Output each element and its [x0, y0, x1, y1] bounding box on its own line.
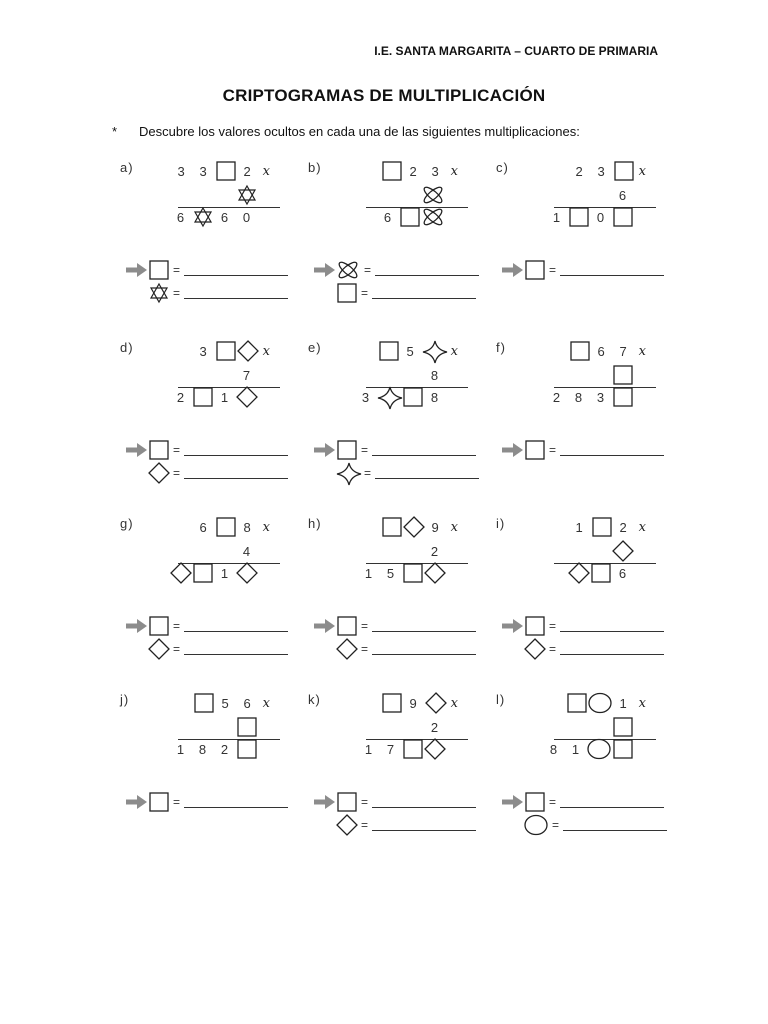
square-icon	[402, 386, 424, 408]
answer-row	[314, 258, 479, 281]
square-icon	[381, 516, 403, 538]
digit: 1	[176, 741, 186, 757]
arrow-icon	[314, 794, 336, 810]
problem-res-row	[568, 562, 646, 584]
problem-k	[308, 692, 498, 842]
times-sign: x	[450, 519, 458, 535]
digit: 5	[386, 565, 396, 581]
diamond-icon	[236, 386, 258, 408]
square-icon	[591, 516, 613, 538]
digit: 0	[242, 209, 252, 225]
digit: 1	[571, 741, 581, 757]
problem-top-row	[569, 516, 646, 538]
digit: 6	[618, 565, 628, 581]
answer-row	[126, 461, 288, 484]
square-icon	[148, 439, 170, 461]
answer-lines	[126, 614, 288, 660]
answer-blank[interactable]	[560, 642, 664, 655]
digit: 2	[552, 389, 562, 405]
problem-mid-row	[612, 364, 646, 386]
arrow-icon	[314, 618, 336, 634]
answer-blank[interactable]	[184, 263, 288, 276]
problem-res-row	[170, 206, 270, 228]
equals-sign: =	[549, 641, 557, 656]
answer-lines	[314, 438, 479, 484]
answer-row	[314, 637, 476, 660]
answer-blank[interactable]	[184, 795, 288, 808]
answer-row	[126, 637, 288, 660]
answer-blank[interactable]	[184, 286, 288, 299]
problem-mid-row	[612, 716, 646, 738]
digit: 2	[430, 719, 440, 735]
diamond-icon	[336, 814, 358, 836]
equals-sign: =	[364, 465, 372, 480]
times-sign: x	[638, 519, 646, 535]
problem-mid-row	[424, 716, 458, 738]
equals-sign: =	[361, 618, 369, 633]
arrow-icon	[314, 262, 336, 278]
square-icon	[215, 340, 237, 362]
answer-row	[502, 614, 664, 637]
digit: 3	[431, 163, 440, 179]
equals-sign: =	[549, 794, 557, 809]
diamond-icon	[170, 562, 192, 584]
equals-sign: =	[173, 465, 181, 480]
equals-sign: =	[361, 641, 369, 656]
arrow-icon	[126, 618, 148, 634]
star-of-david-icon	[192, 206, 214, 228]
problem-mid-row	[236, 364, 270, 386]
equals-sign: =	[173, 262, 181, 277]
answer-lines	[126, 258, 288, 304]
four-point-star-icon	[336, 462, 361, 484]
answer-blank[interactable]	[184, 443, 288, 456]
square-icon	[215, 516, 237, 538]
page-title: CRIPTOGRAMAS DE MULTIPLICACIÓN	[222, 86, 546, 105]
problem-top-row	[566, 692, 646, 714]
square-icon	[568, 206, 590, 228]
digit: 2	[409, 163, 418, 179]
digit: 3	[361, 389, 371, 405]
answer-blank[interactable]	[560, 619, 664, 632]
times-sign: x	[638, 695, 646, 711]
problem-top-row	[381, 160, 458, 182]
arrow-icon	[502, 442, 524, 458]
circle-icon	[587, 738, 612, 760]
answer-lines	[314, 258, 479, 304]
problem-top-row	[171, 160, 270, 182]
equals-sign: =	[361, 442, 369, 457]
square-icon	[148, 259, 170, 281]
problem-label: j)	[120, 692, 130, 707]
digit: 1	[552, 209, 562, 225]
problem-res-row	[358, 738, 458, 760]
answer-blank[interactable]	[560, 795, 664, 808]
diamond-icon	[148, 462, 170, 484]
answer-blank[interactable]	[375, 263, 479, 276]
times-sign: x	[262, 519, 270, 535]
digit: 1	[220, 389, 230, 405]
digit: 8	[430, 367, 440, 383]
digit: 2	[176, 389, 186, 405]
digit: 3	[199, 343, 208, 359]
diamond-icon	[148, 638, 170, 660]
answer-row	[126, 438, 288, 461]
arrow-icon	[126, 794, 148, 810]
square-icon	[569, 340, 591, 362]
flower-icon	[421, 184, 446, 206]
problem-res-row	[546, 386, 646, 408]
problem-j	[120, 692, 310, 842]
equals-sign: =	[361, 817, 369, 832]
problem-f	[496, 340, 686, 490]
problem-label: h)	[308, 516, 322, 531]
square-icon	[192, 386, 214, 408]
equals-sign: =	[549, 618, 557, 633]
answer-row	[126, 614, 288, 637]
arrow-icon	[502, 794, 524, 810]
problem-label: f)	[496, 340, 506, 355]
problem-top-row	[193, 692, 270, 714]
times-sign: x	[450, 695, 458, 711]
answer-lines	[502, 438, 664, 461]
problem-label: e)	[308, 340, 322, 355]
diamond-icon	[403, 516, 425, 538]
arrow-icon	[126, 442, 148, 458]
digit: 6	[618, 187, 628, 203]
problem-label: b)	[308, 160, 322, 175]
diamond-icon	[424, 738, 446, 760]
answer-blank[interactable]	[184, 642, 288, 655]
answer-lines	[502, 258, 664, 281]
answer-row	[126, 281, 288, 304]
square-icon	[399, 206, 421, 228]
problem-res-row	[170, 562, 270, 584]
problem-label: c)	[496, 160, 509, 175]
digit: 2	[220, 741, 230, 757]
equals-sign: =	[361, 794, 369, 809]
answer-blank[interactable]	[560, 263, 664, 276]
problem-label: a)	[120, 160, 134, 175]
diamond-icon	[568, 562, 590, 584]
digit: 3	[177, 163, 186, 179]
square-icon	[612, 386, 634, 408]
answer-blank[interactable]	[372, 795, 476, 808]
answer-row	[314, 790, 476, 813]
circle-icon	[588, 692, 613, 714]
digit: 0	[596, 209, 606, 225]
digit: 3	[596, 389, 606, 405]
digit: 8	[243, 519, 252, 535]
square-icon	[524, 259, 546, 281]
digit: 2	[430, 543, 440, 559]
problem-label: g)	[120, 516, 134, 531]
digit: 6	[383, 209, 393, 225]
problem-top-row	[378, 340, 458, 362]
digit: 5	[406, 343, 415, 359]
square-icon	[524, 615, 546, 637]
square-icon	[381, 692, 403, 714]
problem-top-row	[569, 340, 646, 362]
equals-sign: =	[549, 262, 557, 277]
square-icon	[236, 716, 258, 738]
problem-top-row	[193, 516, 270, 538]
digit: 1	[364, 741, 374, 757]
digit: 2	[575, 163, 584, 179]
square-icon	[336, 791, 358, 813]
digit: 8	[574, 389, 584, 405]
instruction-text: Descubre los valores ocultos en cada una de las siguientes multiplicaciones:	[139, 124, 580, 139]
digit: 7	[242, 367, 252, 383]
diamond-icon	[425, 692, 447, 714]
answer-row	[502, 813, 667, 836]
problem-label: d)	[120, 340, 134, 355]
four-point-star-icon	[422, 340, 447, 362]
digit: 3	[597, 163, 606, 179]
problem-e	[308, 340, 498, 490]
digit: 5	[221, 695, 230, 711]
square-icon	[192, 562, 214, 584]
flower-icon	[421, 206, 446, 228]
square-icon	[148, 615, 170, 637]
problem-res-row	[543, 738, 646, 760]
star-of-david-icon	[148, 282, 170, 304]
answer-blank[interactable]	[184, 466, 288, 479]
answer-row	[502, 790, 667, 813]
digit: 6	[176, 209, 186, 225]
answer-row	[314, 461, 479, 484]
square-icon	[612, 738, 634, 760]
digit: 7	[386, 741, 396, 757]
square-icon	[215, 160, 237, 182]
problem-res-row	[170, 738, 270, 760]
bullet: *	[112, 124, 118, 139]
answer-blank[interactable]	[375, 466, 479, 479]
problem-mid-row	[424, 540, 458, 562]
problem-mid-row	[236, 540, 270, 562]
answer-row	[502, 438, 664, 461]
times-sign: x	[262, 695, 270, 711]
diamond-icon	[336, 638, 358, 660]
problem-i	[496, 516, 686, 666]
digit: 1	[364, 565, 374, 581]
problem-h	[308, 516, 498, 666]
digit: 6	[220, 209, 230, 225]
square-icon	[193, 692, 215, 714]
square-icon	[402, 562, 424, 584]
square-icon	[336, 615, 358, 637]
answer-row	[314, 813, 476, 836]
answer-blank[interactable]	[372, 286, 476, 299]
problem-d	[120, 340, 310, 490]
problem-top-row	[381, 692, 458, 714]
problem-mid-row	[424, 364, 458, 386]
answer-row	[314, 614, 476, 637]
square-icon	[612, 716, 634, 738]
answer-lines	[502, 790, 667, 836]
equals-sign: =	[173, 285, 181, 300]
digit: 3	[199, 163, 208, 179]
diamond-icon	[236, 562, 258, 584]
times-sign: x	[638, 343, 646, 359]
arrow-icon	[126, 262, 148, 278]
answer-blank[interactable]	[184, 619, 288, 632]
digit: 4	[242, 543, 252, 559]
times-sign: x	[262, 163, 270, 179]
times-sign: x	[638, 163, 646, 179]
square-icon	[402, 738, 424, 760]
answer-row	[502, 637, 664, 660]
problem-l	[496, 692, 686, 842]
square-icon	[236, 738, 258, 760]
square-icon	[336, 439, 358, 461]
problem-mid-row	[236, 716, 270, 738]
digit: 6	[243, 695, 252, 711]
problem-b	[308, 160, 498, 310]
problem-label: l)	[496, 692, 506, 707]
star-of-david-icon	[236, 184, 258, 206]
problem-g	[120, 516, 310, 666]
equals-sign: =	[549, 442, 557, 457]
square-icon	[613, 160, 635, 182]
digit: 1	[619, 695, 628, 711]
problem-res-row	[358, 562, 458, 584]
square-icon	[336, 282, 358, 304]
problem-top-row	[381, 516, 458, 538]
answer-blank[interactable]	[372, 642, 476, 655]
square-icon	[524, 791, 546, 813]
circle-icon	[524, 814, 549, 836]
equals-sign: =	[173, 794, 181, 809]
problem-res-row	[377, 206, 458, 228]
square-icon	[381, 160, 403, 182]
answer-blank[interactable]	[372, 619, 476, 632]
digit: 6	[199, 519, 208, 535]
problem-res-row	[355, 386, 458, 408]
problem-res-row	[170, 386, 270, 408]
square-icon	[612, 206, 634, 228]
answer-lines	[126, 438, 288, 484]
problem-a	[120, 160, 310, 310]
answer-blank[interactable]	[372, 818, 476, 831]
problem-res-row	[546, 206, 646, 228]
answer-lines	[502, 614, 664, 660]
answer-blank[interactable]	[563, 818, 667, 831]
school-header: I.E. SANTA MARGARITA – CUARTO DE PRIMARIA	[374, 44, 658, 58]
problem-mid-row	[612, 184, 646, 206]
square-icon	[524, 439, 546, 461]
arrow-icon	[502, 262, 524, 278]
answer-lines	[314, 614, 476, 660]
square-icon	[590, 562, 612, 584]
times-sign: x	[450, 343, 458, 359]
digit: 9	[409, 695, 418, 711]
answer-blank[interactable]	[372, 443, 476, 456]
arrow-icon	[314, 442, 336, 458]
square-icon	[148, 791, 170, 813]
answer-lines	[126, 790, 288, 813]
arrow-icon	[502, 618, 524, 634]
square-icon	[378, 340, 400, 362]
problem-mid-row	[612, 540, 646, 562]
digit: 6	[597, 343, 606, 359]
equals-sign: =	[361, 285, 369, 300]
equals-sign: =	[552, 817, 560, 832]
digit: 1	[220, 565, 230, 581]
four-point-star-icon	[377, 386, 402, 408]
digit: 2	[243, 163, 252, 179]
digit: 9	[431, 519, 440, 535]
instruction	[112, 124, 580, 139]
digit: 1	[575, 519, 584, 535]
equals-sign: =	[364, 262, 372, 277]
answer-row	[502, 258, 664, 281]
square-icon	[612, 364, 634, 386]
problem-c	[496, 160, 686, 310]
answer-row	[126, 258, 288, 281]
times-sign: x	[450, 163, 458, 179]
answer-blank[interactable]	[560, 443, 664, 456]
diamond-icon	[237, 340, 259, 362]
answer-row	[314, 281, 479, 304]
equals-sign: =	[173, 442, 181, 457]
diamond-icon	[612, 540, 634, 562]
diamond-icon	[524, 638, 546, 660]
digit: 2	[619, 519, 628, 535]
digit: 8	[430, 389, 440, 405]
flower-icon	[336, 259, 361, 281]
answer-row	[314, 438, 479, 461]
answer-lines	[314, 790, 476, 836]
problem-top-row	[569, 160, 646, 182]
problem-mid-row	[236, 184, 270, 206]
digit: 8	[549, 741, 559, 757]
problem-top-row	[193, 340, 270, 362]
answer-row	[126, 790, 288, 813]
diamond-icon	[424, 562, 446, 584]
square-icon	[566, 692, 588, 714]
digit: 7	[619, 343, 628, 359]
times-sign: x	[262, 343, 270, 359]
problem-label: k)	[308, 692, 321, 707]
problem-label: i)	[496, 516, 506, 531]
equals-sign: =	[173, 618, 181, 633]
problem-mid-row	[421, 184, 458, 206]
equals-sign: =	[173, 641, 181, 656]
digit: 8	[198, 741, 208, 757]
